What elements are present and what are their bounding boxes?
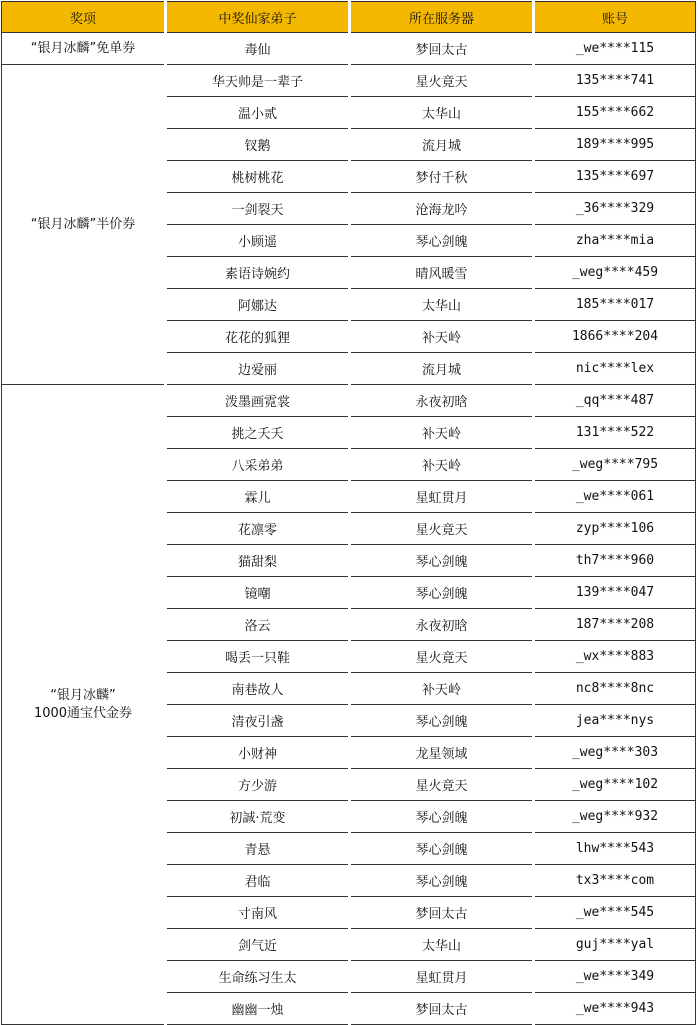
server-cell: 琴心剑魄 <box>350 545 534 577</box>
prize-label-line1: “银月冰麟” <box>50 687 116 703</box>
winner-name-cell: 君临 <box>166 865 350 897</box>
winner-name-cell: 剑气近 <box>166 929 350 961</box>
winner-name-cell: 洛云 <box>166 609 350 641</box>
winner-name-cell: 阿娜达 <box>166 289 350 321</box>
server-cell: 梦回太古 <box>350 993 534 1025</box>
account-cell: 131****522 <box>534 417 696 449</box>
winner-name-cell: 华天帅是一辈子 <box>166 65 350 97</box>
account-cell: lhw****543 <box>534 833 696 865</box>
account-cell: _weg****795 <box>534 449 696 481</box>
server-cell: 补天岭 <box>350 449 534 481</box>
winner-name-cell: 泼墨画霓裳 <box>166 385 350 417</box>
account-cell: 135****741 <box>534 65 696 97</box>
winner-name-cell: 素语诗婉约 <box>166 257 350 289</box>
winner-name-cell: 霖儿 <box>166 481 350 513</box>
server-cell: 流月城 <box>350 129 534 161</box>
header-server: 所在服务器 <box>350 2 534 33</box>
server-cell: 星火竟天 <box>350 513 534 545</box>
account-cell: 185****017 <box>534 289 696 321</box>
server-cell: 琴心剑魄 <box>350 705 534 737</box>
account-cell: _qq****487 <box>534 385 696 417</box>
winner-name-cell: 方少游 <box>166 769 350 801</box>
account-cell: _weg****102 <box>534 769 696 801</box>
account-cell: 139****047 <box>534 577 696 609</box>
winner-name-cell: 南巷故人 <box>166 673 350 705</box>
account-cell: zha****mia <box>534 225 696 257</box>
prize-cell <box>2 385 166 1025</box>
server-cell: 琴心剑魄 <box>350 833 534 865</box>
account-cell: _we****115 <box>534 33 696 65</box>
account-cell: _weg****932 <box>534 801 696 833</box>
table-row <box>2 385 696 417</box>
account-cell: _weg****303 <box>534 737 696 769</box>
server-cell: 琴心剑魄 <box>350 801 534 833</box>
winners-table <box>1 1 696 1025</box>
server-cell: 龙星领域 <box>350 737 534 769</box>
account-cell: 189****995 <box>534 129 696 161</box>
winner-name-cell: 一剑裂天 <box>166 193 350 225</box>
winner-name-cell: 小顾遥 <box>166 225 350 257</box>
server-cell: 补天岭 <box>350 673 534 705</box>
server-cell: 补天岭 <box>350 321 534 353</box>
winner-name-cell: 桃树桃花 <box>166 161 350 193</box>
server-cell: 流月城 <box>350 353 534 385</box>
account-cell: _wx****883 <box>534 641 696 673</box>
account-cell: _we****943 <box>534 993 696 1025</box>
server-cell: 太华山 <box>350 97 534 129</box>
prize-label: “银月冰麟”半价券 <box>30 216 136 232</box>
account-cell: 187****208 <box>534 609 696 641</box>
header-account: 账号 <box>534 2 696 33</box>
server-cell: 晴风暖雪 <box>350 257 534 289</box>
prize-label-line2: 1000通宝代金券 <box>33 705 133 721</box>
header-prize: 奖项 <box>2 2 166 33</box>
account-cell: _weg****459 <box>534 257 696 289</box>
server-cell: 梦回太古 <box>350 897 534 929</box>
header-winner-name: 中奖仙家弟子 <box>166 2 350 33</box>
account-cell: th7****960 <box>534 545 696 577</box>
account-cell: jea****nys <box>534 705 696 737</box>
server-cell: 沧海龙吟 <box>350 193 534 225</box>
server-cell: 梦回太古 <box>350 33 534 65</box>
winner-name-cell: 钗鹅 <box>166 129 350 161</box>
server-cell: 梦付千秋 <box>350 161 534 193</box>
account-cell: nic****lex <box>534 353 696 385</box>
server-cell: 星火竟天 <box>350 769 534 801</box>
account-cell: guj****yal <box>534 929 696 961</box>
account-cell: _36****329 <box>534 193 696 225</box>
winner-name-cell: 八采弟弟 <box>166 449 350 481</box>
table-row <box>2 33 696 65</box>
server-cell: 琴心剑魄 <box>350 577 534 609</box>
winner-name-cell: 清夜引盏 <box>166 705 350 737</box>
account-cell: nc8****8nc <box>534 673 696 705</box>
winner-name-cell: 边爱丽 <box>166 353 350 385</box>
winner-name-cell: 青悬 <box>166 833 350 865</box>
winner-name-cell: 花花的狐狸 <box>166 321 350 353</box>
account-cell: tx3****com <box>534 865 696 897</box>
winner-name-cell: 初誠·荒变 <box>166 801 350 833</box>
account-cell: 1866****204 <box>534 321 696 353</box>
server-cell: 星火竟天 <box>350 65 534 97</box>
winner-name-cell: 小财神 <box>166 737 350 769</box>
server-cell: 太华山 <box>350 929 534 961</box>
server-cell: 星火竟天 <box>350 641 534 673</box>
header-row <box>2 2 696 33</box>
account-cell: _we****545 <box>534 897 696 929</box>
server-cell: 星虹贯月 <box>350 961 534 993</box>
server-cell: 永夜初晗 <box>350 609 534 641</box>
account-cell: 155****662 <box>534 97 696 129</box>
winner-name-cell: 镜嘲 <box>166 577 350 609</box>
winner-name-cell: 生命练习生太 <box>166 961 350 993</box>
table-row <box>2 65 696 97</box>
account-cell: 135****697 <box>534 161 696 193</box>
winners-body <box>2 33 696 1025</box>
account-cell: _we****349 <box>534 961 696 993</box>
prize-cell <box>2 33 166 65</box>
winner-name-cell: 毒仙 <box>166 33 350 65</box>
prize-cell <box>2 65 166 385</box>
winner-name-cell: 幽幽一烛 <box>166 993 350 1025</box>
winner-name-cell: 猫甜梨 <box>166 545 350 577</box>
winner-name-cell: 喝丢一只鞋 <box>166 641 350 673</box>
winner-name-cell: 寸南风 <box>166 897 350 929</box>
server-cell: 太华山 <box>350 289 534 321</box>
server-cell: 永夜初晗 <box>350 385 534 417</box>
winner-name-cell: 花凛零 <box>166 513 350 545</box>
server-cell: 星虹贯月 <box>350 481 534 513</box>
server-cell: 琴心剑魄 <box>350 225 534 257</box>
winner-name-cell: 挑之夭夭 <box>166 417 350 449</box>
server-cell: 琴心剑魄 <box>350 865 534 897</box>
account-cell: zyp****106 <box>534 513 696 545</box>
account-cell: _we****061 <box>534 481 696 513</box>
winner-name-cell: 温小贰 <box>166 97 350 129</box>
prize-label: “银月冰麟”免单券 <box>30 40 136 56</box>
server-cell: 补天岭 <box>350 417 534 449</box>
